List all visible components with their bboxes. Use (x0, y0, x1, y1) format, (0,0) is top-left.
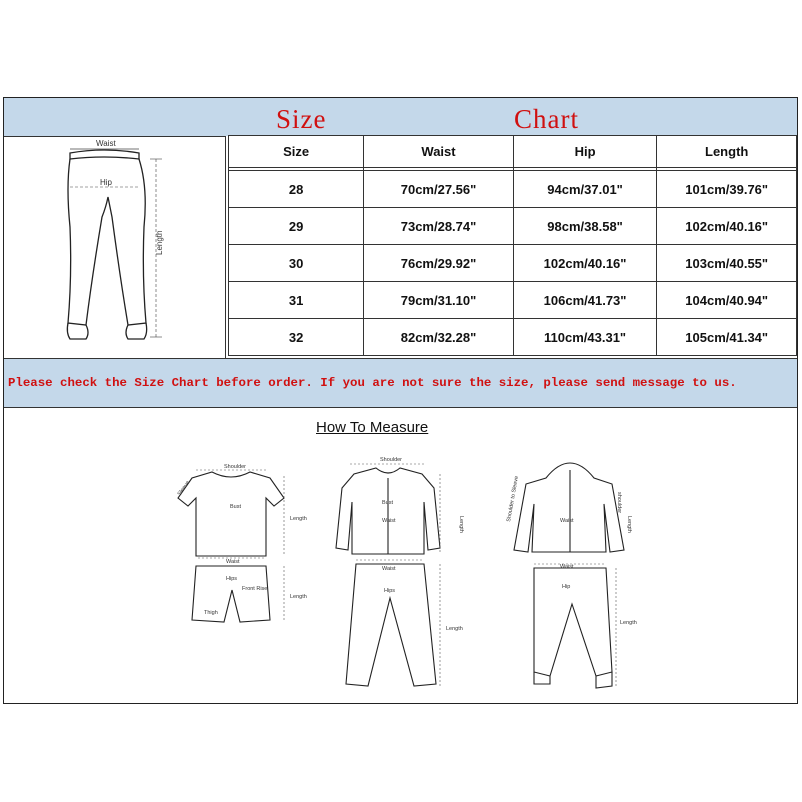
cell-length: 102cm/40.16" (657, 208, 797, 245)
cell-size: 28 (229, 171, 364, 208)
cell-waist: 76cm/29.92" (364, 245, 514, 282)
tshirt-bust-label: Bust (230, 504, 242, 510)
measure-illustrations (4, 408, 796, 704)
cell-hip: 106cm/41.73" (513, 282, 657, 319)
cell-size: 31 (229, 282, 364, 319)
pants-hips-label: Hips (384, 588, 396, 594)
shorts-waist-label: Waist (226, 559, 240, 565)
cell-hip: 102cm/40.16" (513, 245, 657, 282)
shirt-bust-label: Bust (382, 500, 394, 506)
title-band (4, 98, 797, 136)
hoodie-length-label: Length (626, 516, 632, 533)
cell-length: 105cm/41.34" (657, 319, 797, 356)
size-chart-frame (3, 97, 798, 704)
shirt-waist-label: Waist (382, 518, 396, 524)
title-chart: Chart (514, 104, 579, 134)
how-to-measure-section (4, 407, 797, 703)
hip-label: Hip (100, 178, 113, 187)
cell-size: 30 (229, 245, 364, 282)
pants-diagram (4, 136, 226, 358)
pants-length-label: Length (446, 626, 463, 632)
cell-size: 32 (229, 319, 364, 356)
joggers-hip-label: Hip (562, 584, 571, 590)
header-length: Length (657, 136, 797, 168)
notice-band (4, 358, 797, 407)
cell-size: 29 (229, 208, 364, 245)
cell-length: 104cm/40.94" (657, 282, 797, 319)
shorts-front-rise-label: Front Rise (242, 586, 268, 592)
table-row (229, 208, 797, 245)
cell-length: 101cm/39.76" (657, 171, 797, 208)
joggers-waist-label: Waist (560, 564, 574, 570)
shirt-shoulder-label: Shoulder (380, 457, 403, 463)
table-row (229, 245, 797, 282)
size-table (228, 135, 797, 356)
shorts-hips-label: Hips (226, 576, 238, 582)
hoodie-shoulder-label: shoulder (616, 492, 622, 514)
tshirt-shoulder-label: Shoulder (224, 464, 247, 470)
notice-text: Please check the Size Chart before order. If you are not sure the size, please send message to us. (8, 376, 737, 390)
shorts-length-label: Length (290, 594, 307, 600)
cell-hip: 94cm/37.01" (513, 171, 657, 208)
table-header-row (229, 136, 797, 168)
hoodie-shoulder-to-sleeve-label: Shoulder to Sleeve (506, 475, 521, 523)
header-size: Size (229, 136, 364, 168)
joggers-length-label: Length (620, 620, 637, 626)
length-label: Length (155, 230, 164, 255)
cell-length: 103cm/40.55" (657, 245, 797, 282)
pants-waist-label: Waist (382, 566, 396, 572)
hoodie-waist-label: Waist (560, 518, 574, 524)
header-hip: Hip (513, 136, 657, 168)
table-row (229, 282, 797, 319)
header-waist: Waist (364, 136, 514, 168)
table-row (229, 171, 797, 208)
cell-waist: 79cm/31.10" (364, 282, 514, 319)
title-size: Size (276, 104, 327, 134)
cell-hip: 110cm/43.31" (513, 319, 657, 356)
cell-hip: 98cm/38.58" (513, 208, 657, 245)
how-to-measure-title: How To Measure (316, 419, 429, 436)
cell-waist: 70cm/27.56" (364, 171, 514, 208)
shirt-length-label: Length (458, 516, 464, 533)
cell-waist: 73cm/28.74" (364, 208, 514, 245)
table-row (229, 319, 797, 356)
tshirt-length-label: Length (290, 516, 307, 522)
cell-waist: 82cm/32.28" (364, 319, 514, 356)
waist-label: Waist (96, 139, 116, 148)
shorts-thigh-label: Thigh (204, 610, 218, 616)
tshirt-sleeve-label: Sleeve (176, 479, 192, 498)
pants-illustration (4, 137, 226, 359)
